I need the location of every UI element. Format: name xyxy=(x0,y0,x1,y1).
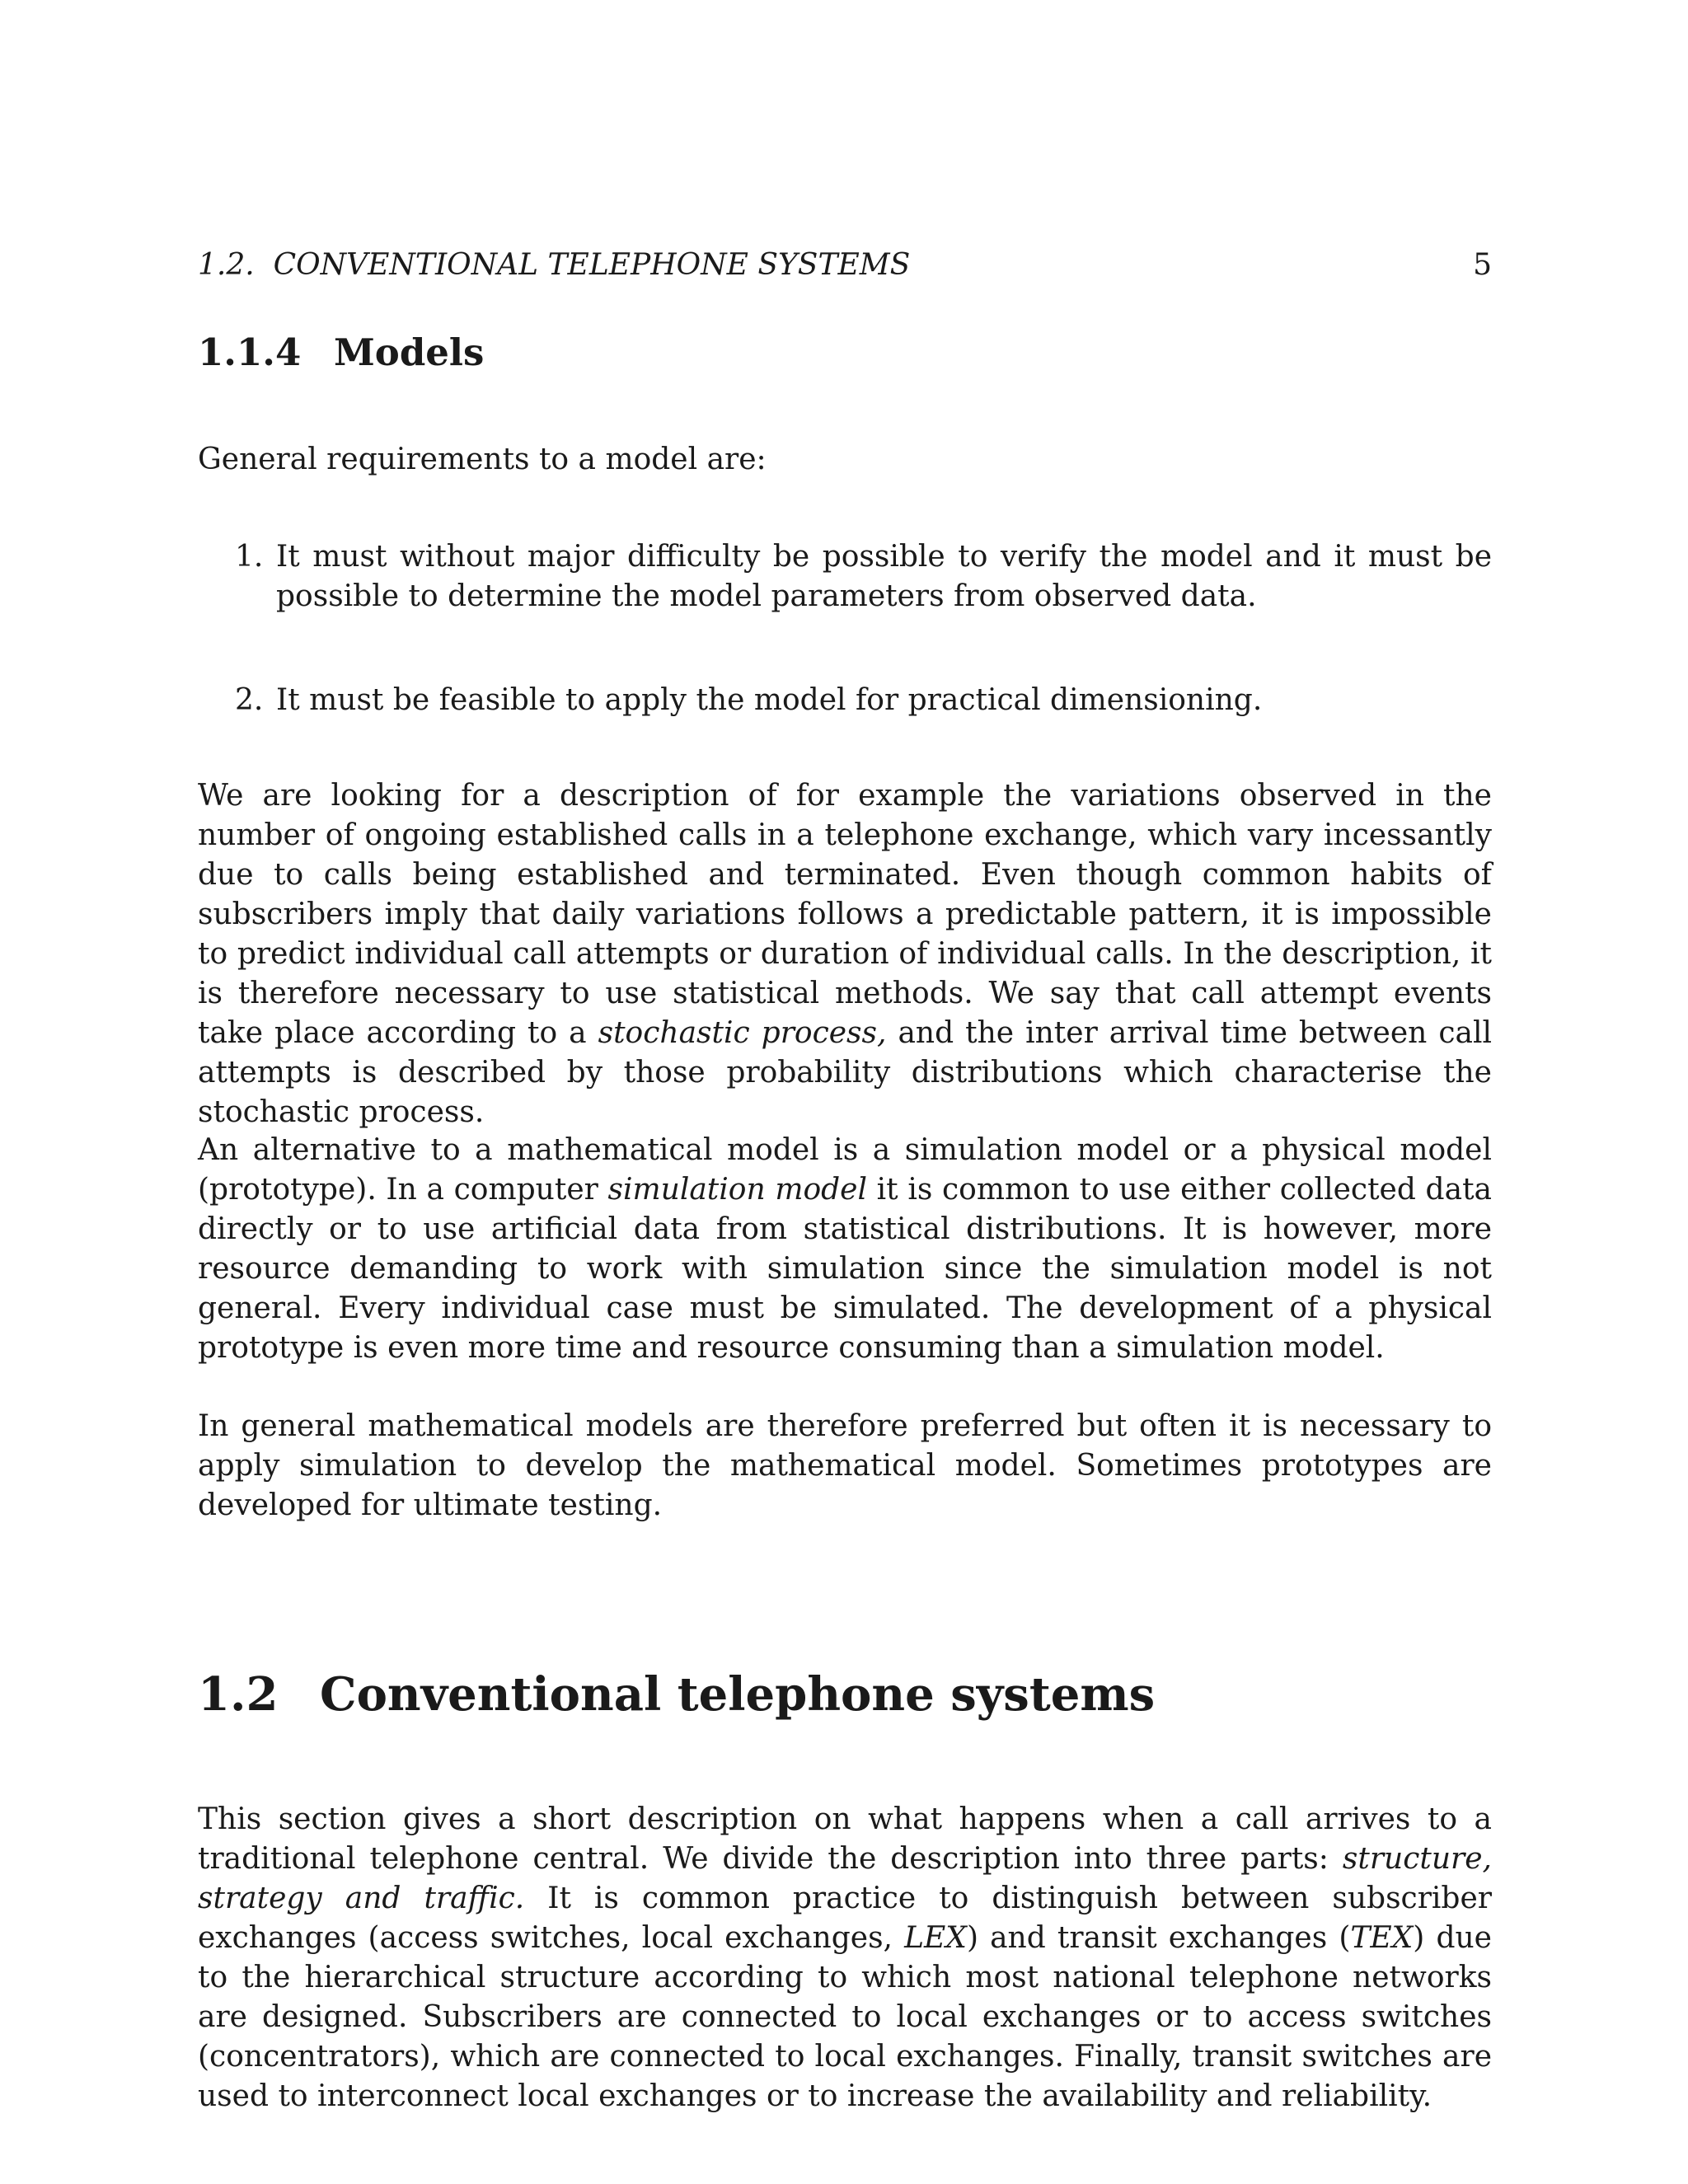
list-item xyxy=(198,681,1492,720)
list-marker: 2. xyxy=(235,683,264,717)
body-paragraph-stochastic: We are looking for a description of for example the variations observed in the number of ongoing established calls in a telephone exchange, which vary incessantly due to calls being established and terminated. Even though common habits of subscribers imply that daily variations follows a predictable pattern, it is impossible to predict individual call attempts or duration of individual calls. In the description, it is therefore necessary to use statistical methods. We say that call attempt events take place according to a stochastic process, and the inter arrival time between call attempts is described by those probability distributions which characterise the stochastic process. xyxy=(198,779,1492,1129)
emphasis-stochastic-process: stochastic process, xyxy=(598,1016,887,1050)
body-paragraph-structure: This section gives a short description on what happens when a call arrives to a traditional telephone central. We divide the description into three parts: structure, strategy and traffic. It is common practice to distinguish between subscriber exchanges (access switches, local exchanges, LEX) and transit exchanges (TEX) due to the hierarchical structure according to which most national telephone networks are designed. Subscribers are connected to local exchanges or to access switches (concentrators), which are connected to local exchanges. Finally, transit switches are used to interconnect local exchanges or to increase the availability and reliability. xyxy=(198,1802,1492,2113)
intro-paragraph: General requirements to a model are: xyxy=(198,443,767,476)
subsection-number: 1.1.4 xyxy=(198,330,302,374)
emphasis-lex: LEX xyxy=(904,1921,967,1955)
subsection-title: Models xyxy=(334,330,485,374)
page-number: 5 xyxy=(1473,248,1492,282)
list-marker: 1. xyxy=(235,540,264,574)
emphasis-simulation-model: simulation model xyxy=(607,1173,867,1207)
running-head-title: 1.2. CONVENTIONAL TELEPHONE SYSTEMS xyxy=(198,248,911,282)
section-title: Conventional telephone systems xyxy=(320,1667,1156,1722)
list-item xyxy=(198,537,1492,616)
section-heading xyxy=(198,1666,1155,1722)
subsection-heading xyxy=(198,330,484,376)
emphasis-tex: TEX xyxy=(1350,1921,1414,1955)
running-head xyxy=(198,249,1492,282)
body-paragraph-mathematical: In general mathematical models are therefore preferred but often it is necessary to apply simulation to develop the mathematical model. Sometimes prototypes are developed for ultimate testing. xyxy=(198,1409,1492,1522)
list-item-text: It must without major difficulty be possible to verify the model and it must be possible to determine the model parameters from observed data. xyxy=(276,540,1492,613)
body-paragraph-simulation: An alternative to a mathematical model is a simulation model or a physical model (prototype). In a computer simulation model it is common to use either collected data directly or to use artificial data from statistical distributions. It is however, more resource demanding to work with simulation since the simulation model is not general. Every individual case must be simulated. The development of a physical prototype is even more time and resource consuming than a simulation model. xyxy=(198,1133,1492,1365)
section-number: 1.2 xyxy=(198,1667,279,1722)
list-item-text: It must be feasible to apply the model for practical dimensioning. xyxy=(276,683,1263,717)
emphasis-parts: structure, strategy and traffic. xyxy=(198,1842,1492,1915)
